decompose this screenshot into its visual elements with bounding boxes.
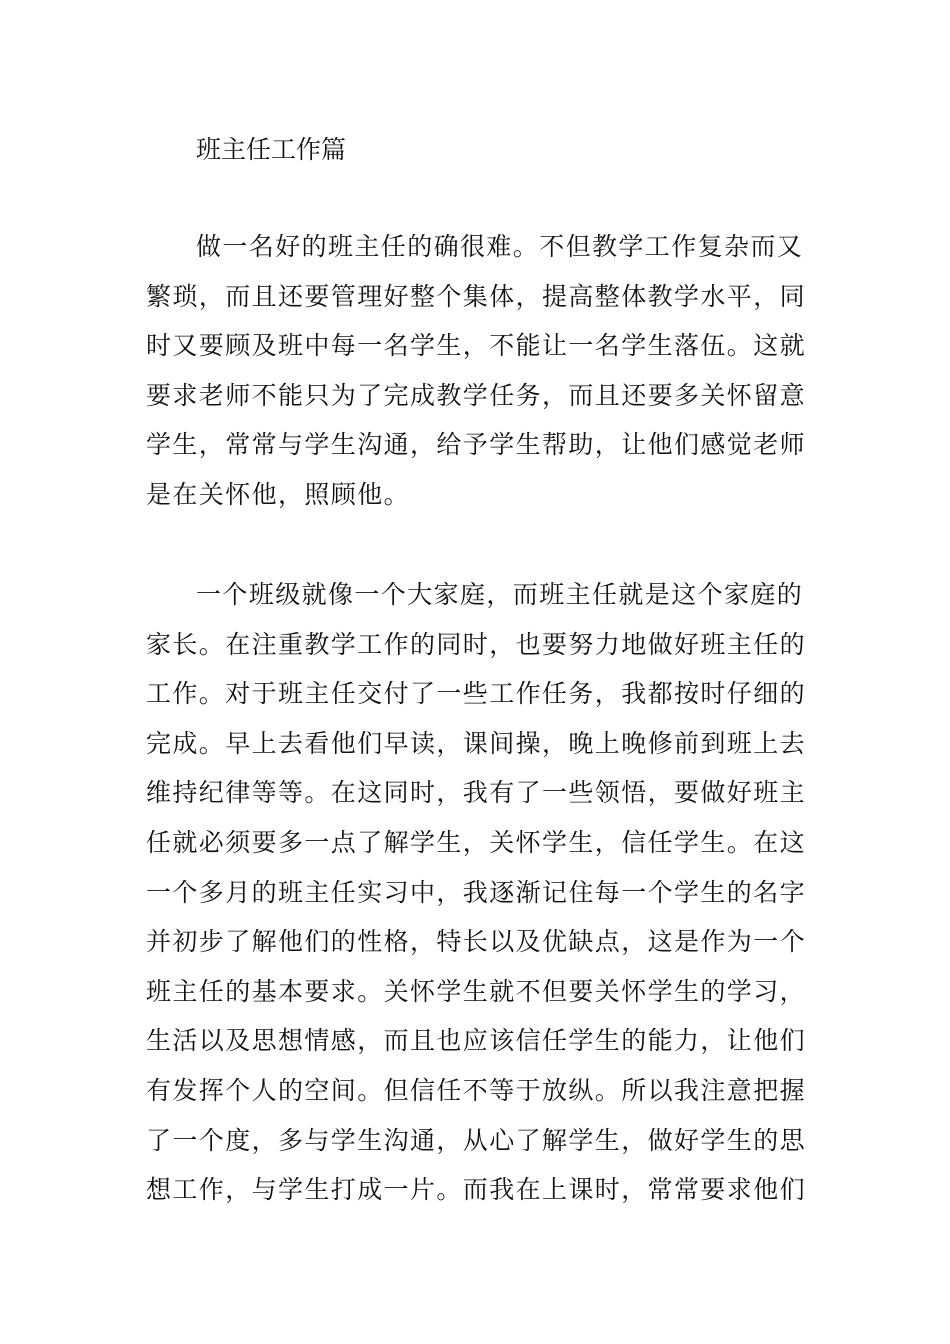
paragraph-line: 想工作，与学生打成一片。而我在上课时，常常要求他们	[146, 1175, 807, 1205]
paragraph-line: 完成。早上去看他们早读，课间操，晚上晚修前到班上去	[146, 728, 807, 758]
paragraph-line: 一个班级就像一个大家庭，而班主任就是这个家庭的	[196, 580, 804, 609]
paragraph-1	[146, 222, 806, 520]
paragraph-line: 工作。对于班主任交付了一些工作任务，我都按时仔细的	[146, 679, 807, 709]
paragraph-line: 了一个度，多与学生沟通，从心了解学生，做好学生的思	[146, 1125, 807, 1155]
paragraph-line: 一个多月的班主任实习中，我逐渐记住每一个学生的名字	[146, 877, 807, 907]
paragraph-line: 生活以及思想情感，而且也应该信任学生的能力，让他们	[146, 1026, 807, 1056]
paragraph-line: 维持纪律等等。在这同时，我有了一些领悟，要做好班主	[146, 778, 807, 808]
paragraph-line: 任就必须要多一点了解学生，关怀学生，信任学生。在这	[146, 827, 807, 857]
paragraph-line: 并初步了解他们的性格，特长以及优缺点，这是作为一个	[146, 927, 807, 957]
paragraph-line: 要求老师不能只为了完成教学任务，而且还要多关怀留意	[146, 380, 807, 410]
paragraph-line: 班主任的基本要求。关怀学生就不但要关怀学生的学习，	[146, 976, 807, 1006]
document-heading: 班主任工作篇	[196, 135, 347, 164]
paragraph-line: 家长。在注重教学工作的同时，也要努力地做好班主任的	[146, 629, 807, 659]
paragraph-2	[146, 570, 806, 1215]
paragraph-line: 做一名好的班主任的确很难。不但教学工作复杂而又	[196, 232, 804, 261]
paragraph-line: 学生，常常与学生沟通，给予学生帮助，让他们感觉老师	[146, 430, 807, 460]
paragraph-line: 是在关怀他，照顾他。	[146, 479, 411, 509]
paragraph-line: 有发挥个人的空间。但信任不等于放纵。所以我注意把握	[146, 1075, 807, 1105]
paragraph-line: 时又要顾及班中每一名学生，不能让一名学生落伍。这就	[146, 331, 807, 361]
paragraph-line: 繁琐，而且还要管理好整个集体，提高整体教学水平，同	[146, 281, 807, 311]
